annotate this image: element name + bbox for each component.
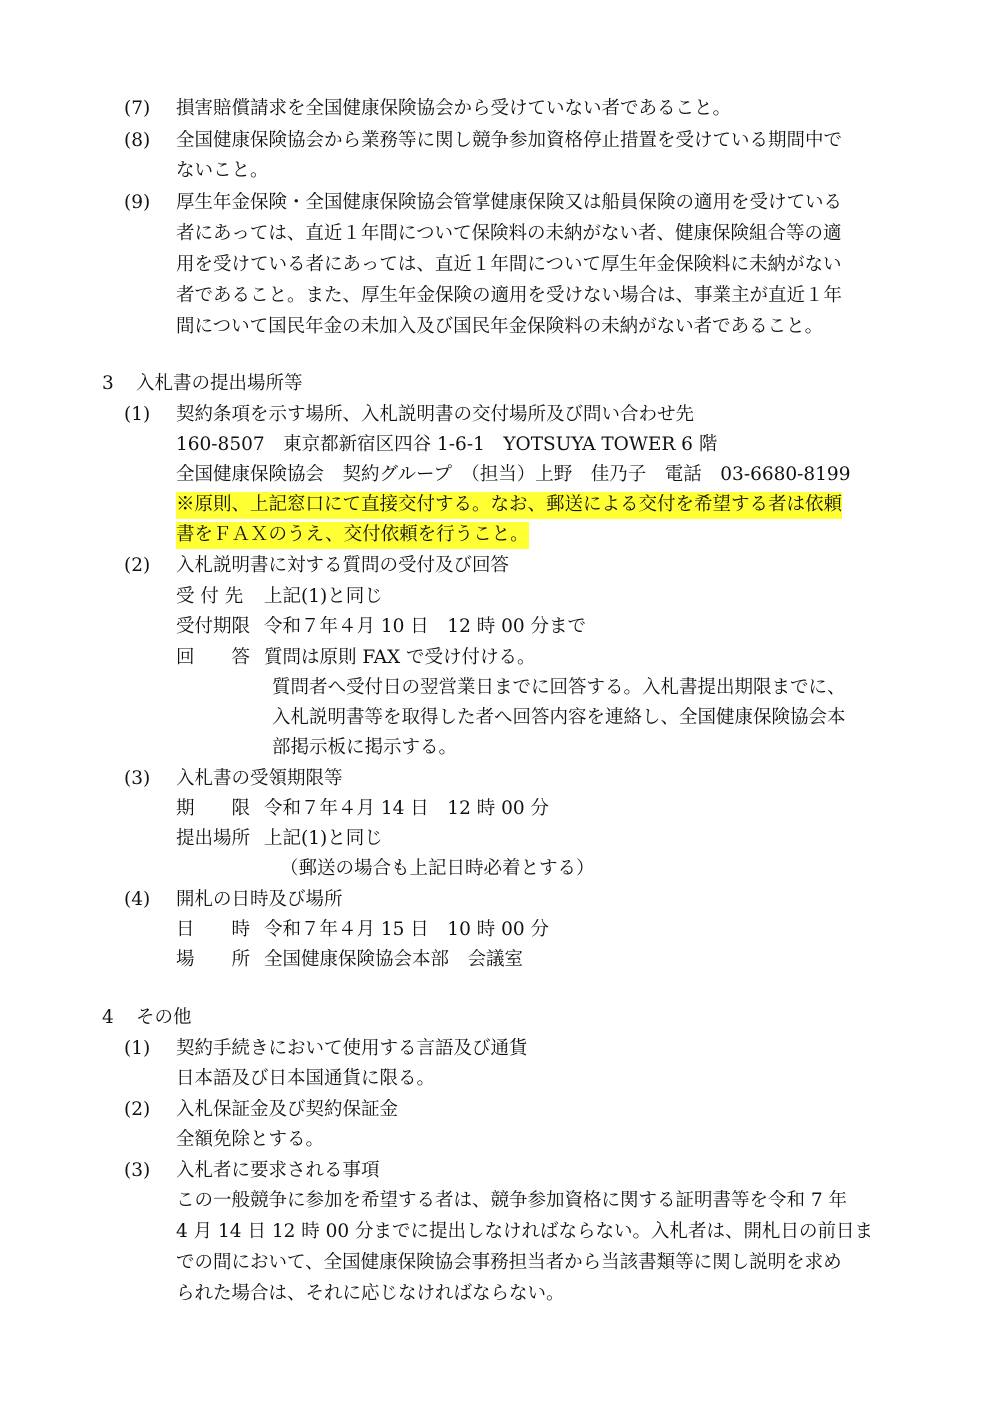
section-4-3-number: (3)	[124, 1160, 151, 1181]
highlight-mark: ※原則、上記窓口にて直接交付する。なお、郵送による交付を希望する者は依頼	[176, 492, 842, 519]
row-value: 令和７年４月 10 日 12 時 00 分まで	[264, 616, 587, 637]
answer-detail-line: 質問者へ受付日の翌営業日までに回答する。入札書提出期限までに、	[272, 677, 846, 698]
section-3-2-heading: 入札説明書に対する質問の受付及び回答	[176, 555, 510, 576]
item-9-line: 者にあっては、直近１年間について保険料の未納がない者、健康保険組合等の適	[176, 223, 842, 244]
address-line: 160-8507 東京都新宿区四谷 1-6-1 YOTSUYA TOWER 6 階	[176, 434, 718, 455]
section-4-3-body-line: この一般競争に参加を希望する者は、競争参加資格に関する証明書等を令和 7 年	[176, 1190, 848, 1211]
section-4-2-number: (2)	[124, 1099, 151, 1120]
section-4-2-heading: 入札保証金及び契約保証金	[176, 1099, 399, 1120]
row-label: 日 時	[176, 919, 251, 940]
section-3-1-heading: 契約条項を示す場所、入札説明書の交付場所及び問い合わせ先	[176, 404, 695, 425]
answer-detail-line: 部掲示板に掲示する。	[272, 737, 458, 758]
item-8-line: 全国健康保険協会から業務等に関し競争参加資格停止措置を受けている期間中で	[176, 130, 843, 151]
contact-line: 全国健康保険協会 契約グループ （担当）上野 佳乃子 電話 03-6680-8199	[176, 464, 851, 485]
highlighted-note-line	[176, 490, 842, 520]
item-9-line: 間について国民年金の未加入及び国民年金保険料の未納がない者であること。	[176, 316, 824, 337]
item-9-line: 者であること。また、厚生年金保険の適用を受けない場合は、事業主が直近１年	[176, 285, 843, 306]
section-4-3-body-line: られた場合は、それに応じなければならない。	[176, 1283, 565, 1304]
highlighted-note-line	[176, 520, 529, 550]
row-value: 全国健康保険協会本部 会議室	[264, 949, 524, 970]
item-number-9: (9)	[124, 192, 151, 213]
section-3-3-heading: 入札書の受領期限等	[176, 768, 343, 789]
answer-detail-line: 入札説明書等を取得した者へ回答内容を連絡し、全国健康保険協会本	[272, 707, 846, 728]
row-value: 上記(1)と同じ	[264, 828, 383, 849]
row-value: 質問は原則 FAX で受け付ける。	[264, 647, 536, 668]
row-label: 回 答	[176, 647, 251, 668]
row-value: 上記(1)と同じ	[264, 586, 383, 607]
section-4-1-body: 日本語及び日本国通貨に限る。	[176, 1068, 436, 1089]
row-label: 場 所	[176, 949, 251, 970]
item-number-7: (7)	[124, 98, 151, 119]
section-3-4-number: (4)	[124, 889, 151, 910]
row-value: 令和７年４月 15 日 10 時 00 分	[264, 919, 550, 940]
item-8-line: ないこと。	[176, 160, 269, 181]
section-4-3-body-line: での間において、全国健康保険協会事務担当者から当該書類等に関し説明を求め	[176, 1252, 842, 1273]
section-3-1-number: (1)	[124, 404, 151, 425]
item-9-line: 厚生年金保険・全国健康保険協会管掌健康保険又は船員保険の適用を受けている	[176, 192, 843, 213]
item-number-8: (8)	[124, 130, 151, 151]
section-3-3-number: (3)	[124, 768, 151, 789]
row-label: 受付期限	[176, 616, 251, 637]
item-7-line: 損害賠償請求を全国健康保険協会から受けていない者であること。	[176, 98, 732, 119]
section-4-1-number: (1)	[124, 1038, 151, 1059]
row-label: 提出場所	[176, 828, 251, 849]
section-4-2-body: 全額免除とする。	[176, 1129, 325, 1150]
section-4-3-body-line: 4 月 14 日 12 時 00 分までに提出しなければならない。入札者は、開札日の前日ま	[176, 1221, 874, 1242]
highlight-mark: 書をＦＡＸのうえ、交付依頼を行うこと。	[176, 522, 529, 549]
row-value: 令和７年４月 14 日 12 時 00 分	[264, 798, 550, 819]
section-4-1-heading: 契約手続きにおいて使用する言語及び通貨	[176, 1038, 528, 1059]
section-3-4-heading: 開札の日時及び場所	[176, 889, 343, 910]
row-label: 受 付 先	[176, 586, 244, 607]
section-3-heading: 入札書の提出場所等	[136, 373, 303, 394]
section-3-number: 3	[102, 373, 114, 394]
row-label: 期 限	[176, 798, 251, 819]
row-note: （郵送の場合も上記日時必着とする）	[280, 858, 595, 879]
section-4-3-heading: 入札者に要求される事項	[176, 1160, 380, 1181]
section-4-number: 4	[102, 1007, 114, 1028]
section-4-heading: その他	[136, 1007, 192, 1028]
item-9-line: 用を受けている者にあっては、直近１年間について厚生年金保険料に未納がない	[176, 254, 842, 275]
section-3-2-number: (2)	[124, 555, 151, 576]
